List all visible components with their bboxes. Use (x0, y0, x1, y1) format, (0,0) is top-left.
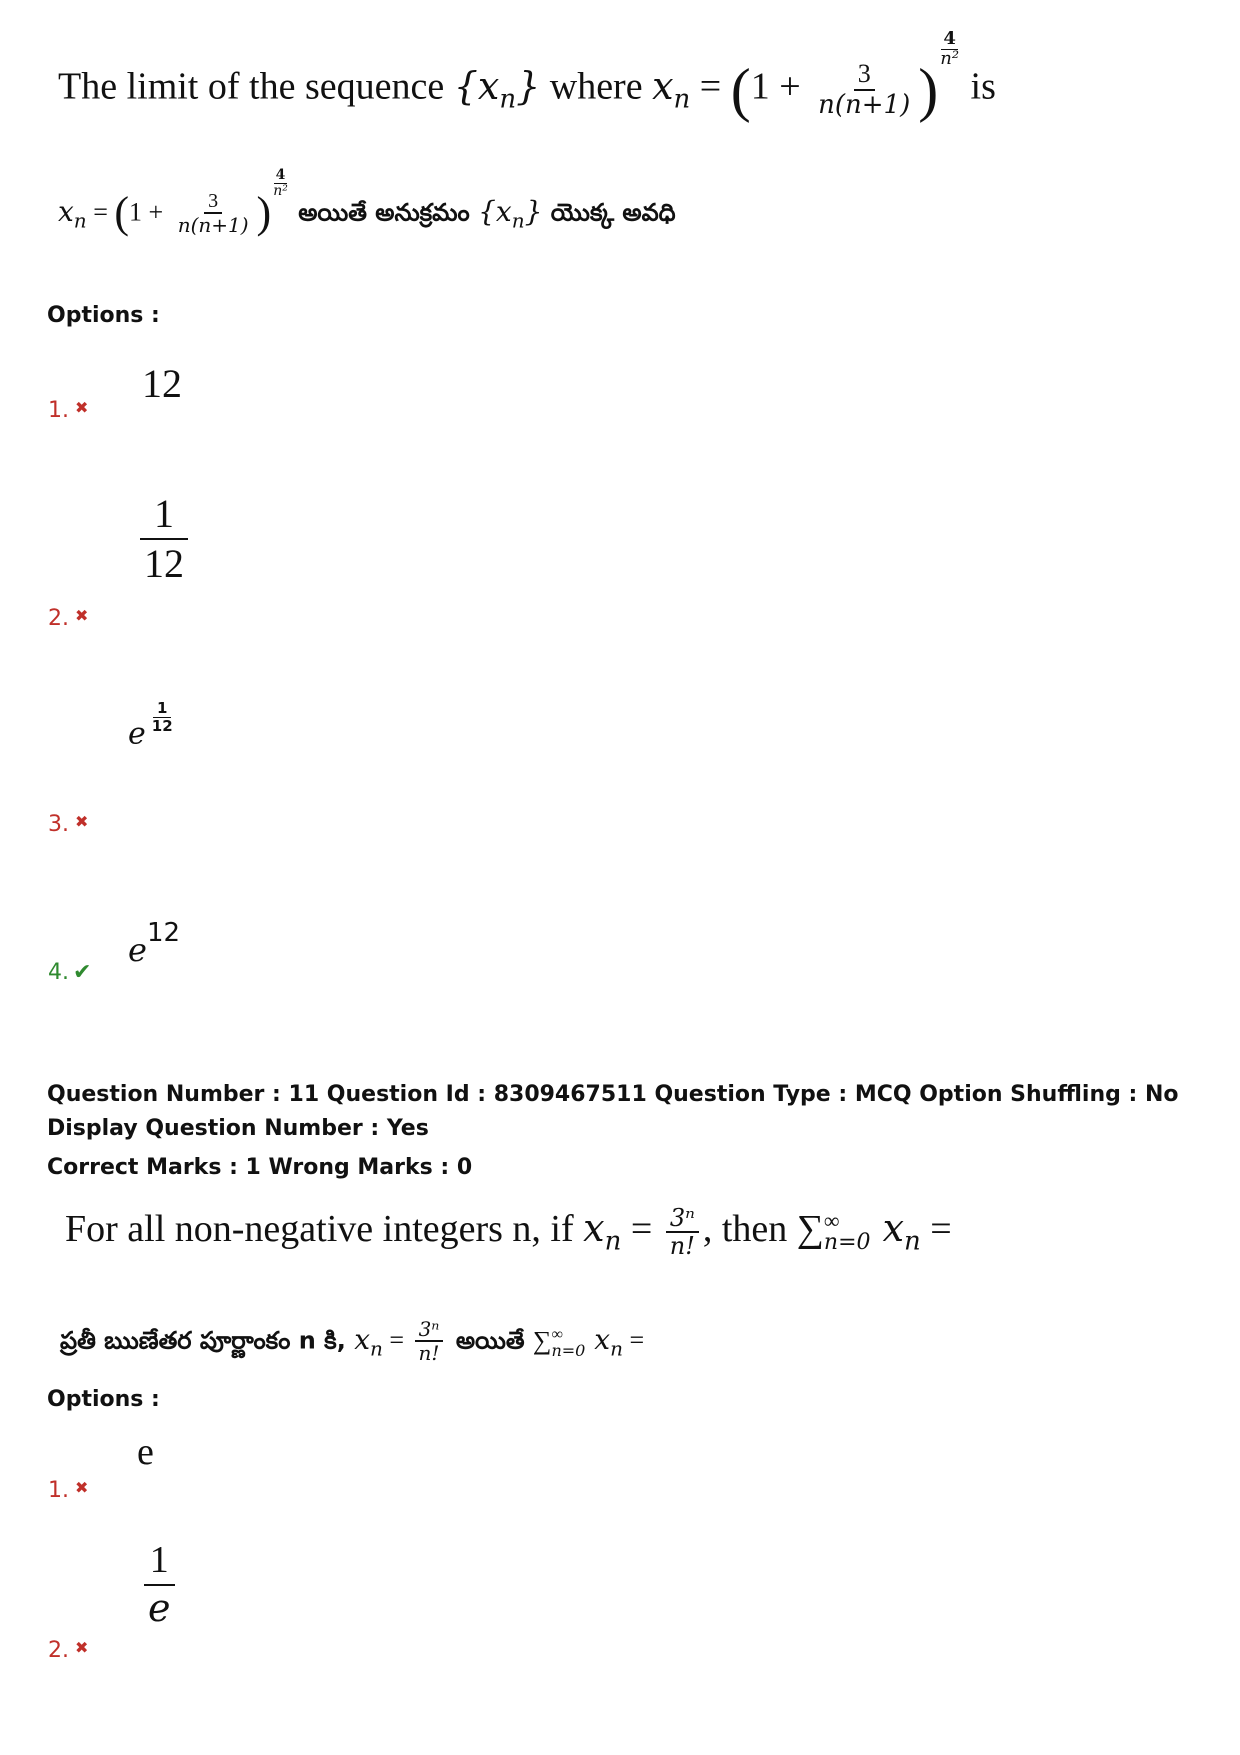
option-1[interactable]: 1. ✖ (48, 398, 89, 423)
question-11-english: For all non-negative integers n, if $x_n$ = $\frac{\text{3ⁿ}}{n!}$ , then ∑ ∞ n=0 $x_n$ = (65, 1204, 952, 1261)
exponent-fraction: $\frac{4}{\text{n²}}$ (940, 28, 960, 69)
exponent-fraction: $\frac{4}{\text{n²}}$ (273, 167, 288, 199)
option-3-value: e $\frac{1}{12}$ (128, 699, 173, 752)
x-n-symbol: $x_n$ (652, 63, 691, 115)
question-10-telugu: $x_n = (1$ + $\frac{3}{n(n+1)}$ ) $\frac{4}{\text{n²}}$ అయితే అనుక్రమం $\{x_n\}$ యొక్క అవధి (58, 167, 676, 237)
fraction: $\frac{\text{3ⁿ}}{n!}$ (415, 1318, 444, 1364)
wrong-icon: ✖ (75, 606, 89, 625)
options-label: Options : (47, 303, 160, 328)
question-11-telugu: ప్రతీ ఋణేతర పూర్ణాంకం n కి, $x_n$ = $\frac{\text{3ⁿ}}{n!}$ అయితే ∑ ∞ n=0 $x_n$ = (60, 1317, 645, 1365)
question-text: The limit of the sequence (58, 65, 454, 108)
option-4[interactable]: 4. ✔ (48, 960, 92, 985)
option-2-value: $\frac{1}{e}$ (144, 1538, 175, 1631)
open-paren: ( (730, 57, 751, 123)
sequence-symbol: $\{x_n\}$ (478, 194, 543, 233)
marks-line: Correct Marks : 1 Wrong Marks : 0 (47, 1155, 473, 1180)
question-text: For all non-negative integers n, if (65, 1208, 584, 1251)
wrong-icon: ✖ (75, 1478, 89, 1497)
wrong-icon: ✖ (75, 398, 89, 417)
question-meta-line: Display Question Number : Yes (47, 1116, 429, 1141)
x-n-symbol: $x_n$ (58, 194, 87, 233)
option-3[interactable]: 3. ✖ (48, 812, 89, 837)
correct-icon: ✔ (73, 960, 92, 985)
option-1-value: e (137, 1431, 154, 1473)
sequence-symbol: $\{x_n\}$ (453, 63, 541, 115)
option-1-value: 12 (142, 361, 182, 406)
option-2[interactable]: 2. ✖ (48, 1638, 89, 1663)
fraction: $\frac{3}{n(n+1)}$ (818, 59, 911, 120)
sum-symbol: ∑ ∞ n=0 (532, 1325, 586, 1360)
options-label: Options : (47, 1387, 160, 1412)
wrong-icon: ✖ (75, 812, 89, 831)
option-2[interactable]: 2. ✖ (48, 606, 89, 631)
question-meta-line: Question Number : 11 Question Id : 8309467511 Question Type : MCQ Option Shuffling : No (47, 1082, 1179, 1107)
question-10-english: The limit of the sequence $\{x_n\}$ where $x_n = (1$ + $\frac{3}{n(n+1)}$ ) $\frac{4}{\text{n²}}$ is (58, 28, 996, 123)
wrong-icon: ✖ (75, 1638, 89, 1657)
option-4-value: e12 (128, 918, 181, 969)
sum-symbol: ∑ ∞ n=0 (796, 1208, 871, 1256)
x-n-symbol: $x_n$ (583, 1206, 622, 1257)
close-paren: ) (918, 57, 939, 123)
fraction: $\frac{3}{n(n+1)}$ (177, 190, 249, 237)
option-1[interactable]: 1. ✖ (48, 1478, 89, 1503)
fraction: $\frac{\text{3ⁿ}}{n!}$ (666, 1205, 699, 1260)
option-2-value: $\frac{1}{12}$ (140, 490, 188, 588)
x-n-symbol: $x_n$ (354, 1322, 383, 1361)
question-11-meta (47, 1078, 1179, 1185)
